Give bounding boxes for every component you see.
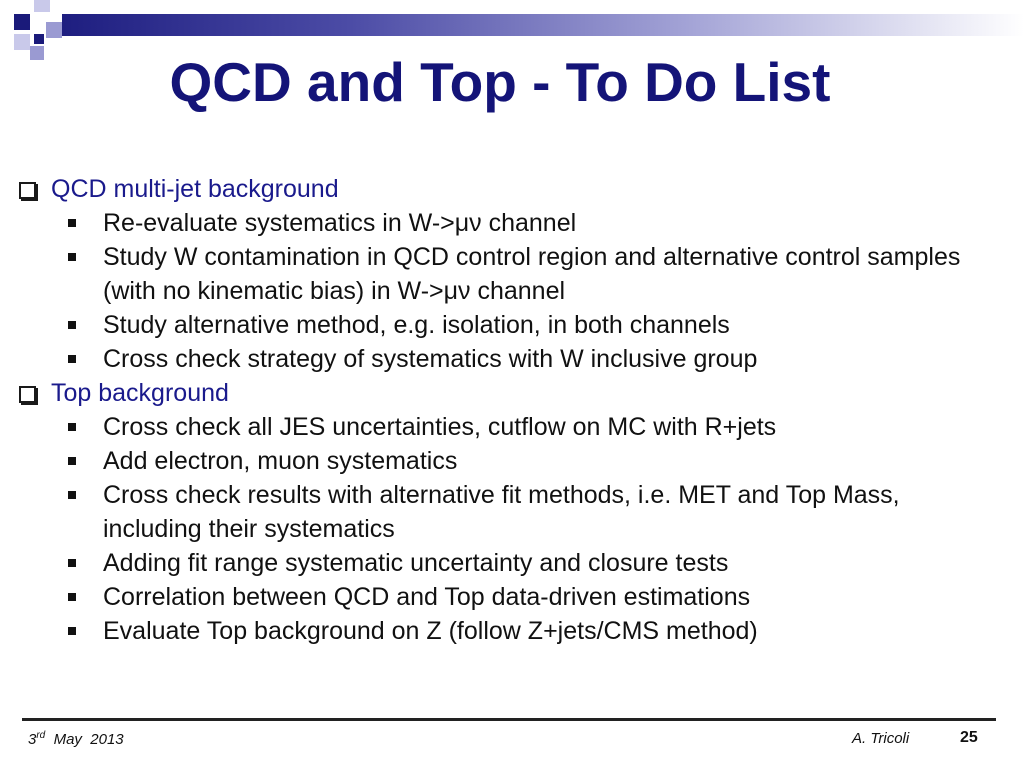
decor-square (14, 34, 30, 50)
list-item (16, 240, 1016, 308)
list-item-text: Study W contamination in QCD control region and alternative control samples (with no kinematic bias) in W->μν channel (103, 243, 961, 305)
item-list (16, 410, 1016, 648)
list-item (16, 546, 1016, 580)
section-heading-text: Top background (51, 379, 229, 407)
list-item (16, 444, 1016, 478)
square-bullet-icon (68, 491, 76, 499)
decor-square (46, 22, 62, 38)
section-heading (16, 172, 1016, 206)
slide-title: QCD and Top - To Do List (169, 51, 831, 113)
square-bullet-icon (68, 253, 76, 261)
square-bullet-icon (68, 355, 76, 363)
list-item-text: Cross check results with alternative fit methods, i.e. MET and Top Mass, including their systematics (103, 481, 900, 543)
page-number: 25 (960, 729, 978, 746)
footer-date-suffix: rd (36, 730, 46, 741)
list-item (16, 580, 1016, 614)
checkbox-bullet-icon (19, 182, 36, 199)
footer-date-day: 3 (28, 731, 37, 748)
list-item (16, 410, 1016, 444)
section-heading (16, 376, 1016, 410)
list-item-text: Re-evaluate systematics in W->μν channel (103, 209, 577, 237)
list-item-text: Evaluate Top background on Z (follow Z+jets/CMS method) (103, 617, 758, 645)
square-bullet-icon (68, 423, 76, 431)
list-item (16, 478, 1016, 546)
list-item-text: Adding fit range systematic uncertainty and closure tests (103, 549, 729, 577)
checkbox-bullet-icon (19, 386, 36, 403)
list-item-text: Correlation between QCD and Top data-driven estimations (103, 583, 751, 611)
square-bullet-icon (68, 321, 76, 329)
list-item (16, 614, 1016, 648)
list-item-text: Cross check all JES uncertainties, cutflow on MC with R+jets (103, 413, 777, 441)
decor-square (14, 14, 30, 30)
footer-author: A. Tricoli (852, 730, 910, 747)
square-bullet-icon (68, 593, 76, 601)
list-item-text: Add electron, muon systematics (103, 447, 458, 475)
list-item (16, 206, 1016, 240)
decor-square (34, 34, 44, 44)
square-bullet-icon (68, 559, 76, 567)
section-top (16, 376, 1016, 648)
list-item (16, 342, 1016, 376)
square-bullet-icon (68, 457, 76, 465)
list-item (16, 308, 1016, 342)
section-heading-text: QCD multi-jet background (51, 175, 339, 203)
section-qcd (16, 172, 1016, 376)
list-item-text: Study alternative method, e.g. isolation, in both channels (103, 311, 730, 339)
slide-content (16, 172, 1016, 648)
square-bullet-icon (68, 627, 76, 635)
header-gradient-bar (62, 14, 1024, 36)
square-bullet-icon (68, 219, 76, 227)
list-item-text: Cross check strategy of systematics with W inclusive group (103, 345, 758, 373)
footer-divider (22, 718, 996, 721)
footer-date-rest: May 2013 (53, 731, 124, 748)
decor-square (34, 0, 50, 12)
footer-date (28, 730, 124, 748)
item-list (16, 206, 1016, 376)
